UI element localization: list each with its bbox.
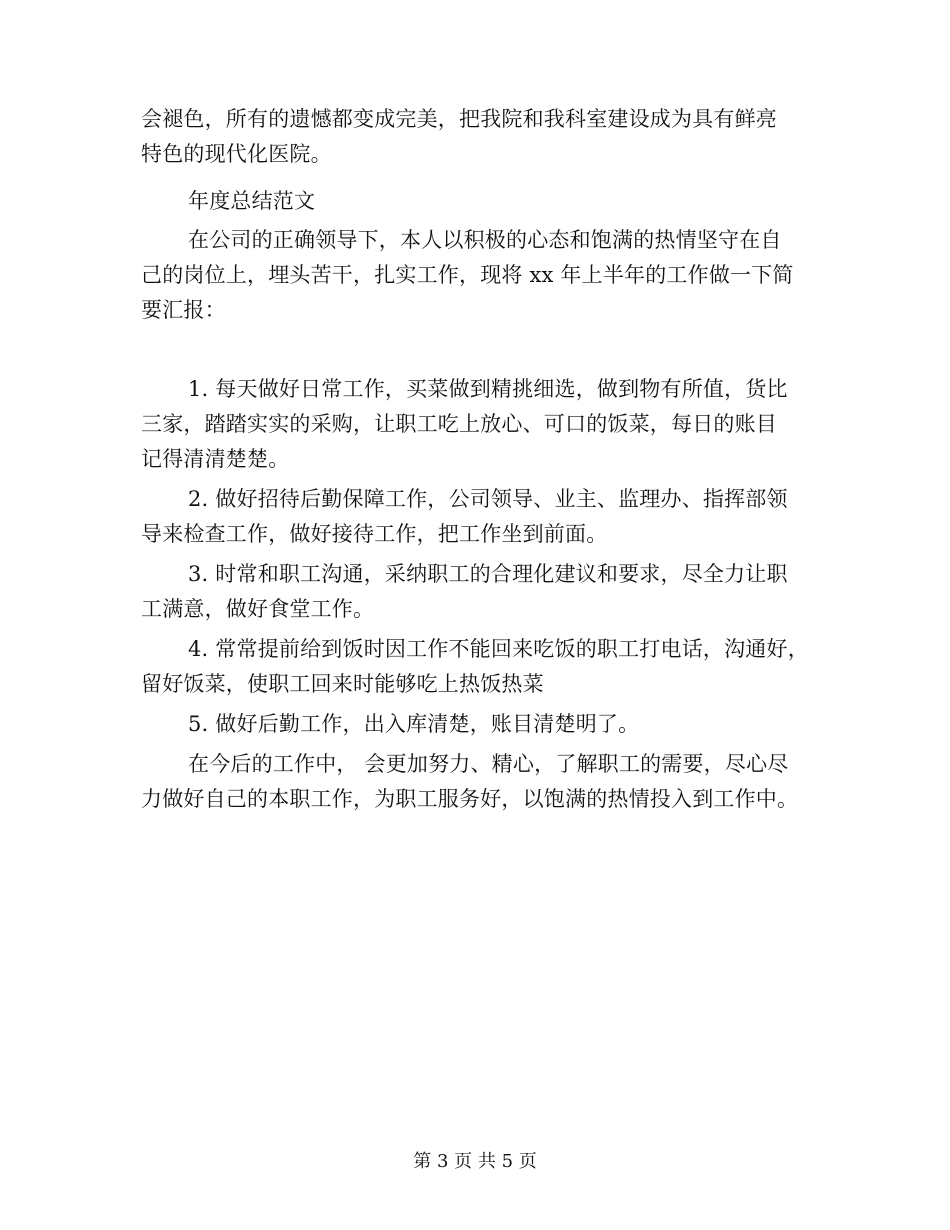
- page-number: 第 3 页 共 5 页: [413, 1151, 537, 1172]
- list-item-line: 1. 每天做好日常工作，买菜做到精挑细选，做到物有所值，货比: [188, 377, 788, 401]
- list-item-line: 5. 做好后勤工作，出入库清楚，账目清楚明了。: [188, 712, 640, 736]
- paragraph-line: 在今后的工作中， 会更加努力、精心，了解职工的需要，尽心尽: [188, 752, 789, 776]
- paragraph-line: 要汇报：: [141, 298, 226, 322]
- list-item-line: 4. 常常提前给到饭时因工作不能回来吃饭的职工打电话，沟通好，: [188, 637, 809, 661]
- text-line: 特色的现代化医院。: [141, 142, 332, 166]
- list-item-line: 导来检查工作，做好接待工作，把工作坐到前面。: [141, 522, 608, 546]
- list-item-line: 3. 时常和职工沟通，采纳职工的合理化建议和要求，尽全力让职: [188, 562, 788, 586]
- list-item-line: 三家，踏踏实实的采购，让职工吃上放心、可口的饭菜，每日的账目: [141, 412, 777, 436]
- list-item-line: 2. 做好招待后勤保障工作，公司领导、业主、监理办、指挥部领: [188, 487, 788, 511]
- paragraph-line: 在公司的正确领导下，本人以积极的心态和饱满的热情坚守在自: [188, 228, 782, 252]
- paragraph-line: 力做好自己的本职工作，为职工服务好，以饱满的热情投入到工作中。: [141, 787, 799, 811]
- list-item-line: 记得清清楚楚。: [141, 447, 290, 471]
- list-item-line: 留好饭菜，使职工回来时能够吃上热饭热菜: [141, 672, 544, 696]
- list-item-line: 工满意，做好食堂工作。: [141, 597, 375, 621]
- text-line: 会褪色，所有的遗憾都变成完美，把我院和我科室建设成为具有鲜亮: [141, 107, 777, 131]
- section-title: 年度总结范文: [188, 189, 316, 213]
- paragraph-line: 己的岗位上，埋头苦干，扎实工作，现将 xx 年上半年的工作做一下简: [141, 263, 794, 287]
